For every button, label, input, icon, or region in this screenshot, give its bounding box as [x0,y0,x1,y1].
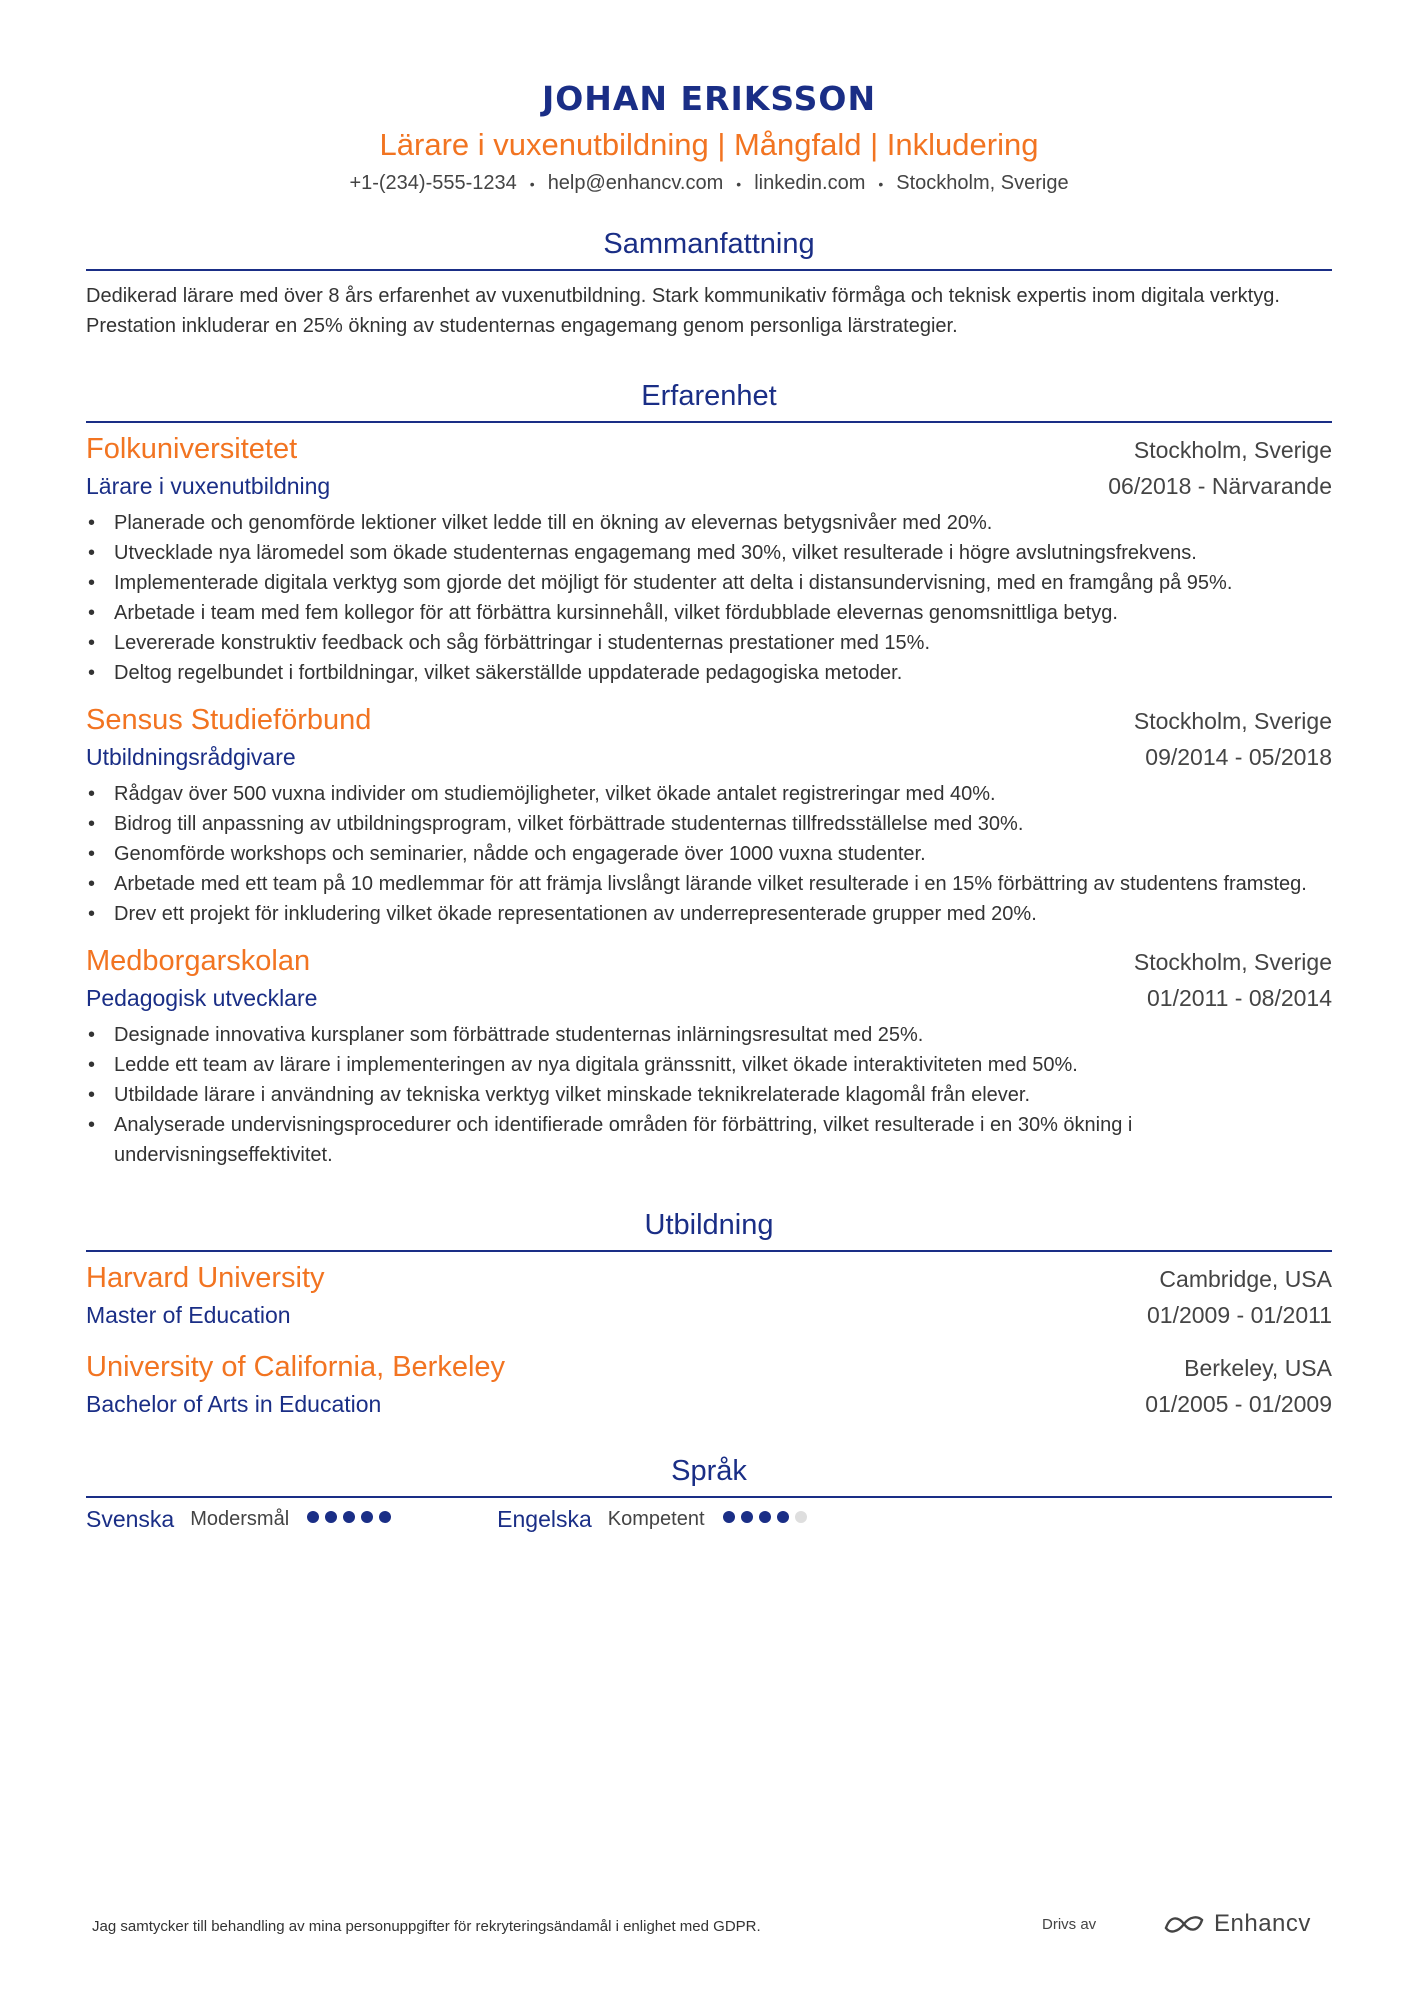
contact-separator: • [529,175,535,192]
enhancv-logo-icon [1162,1912,1206,1936]
entry-subheader [86,741,1332,773]
list-item: • Designade innovativa kursplaner som förbättrade studenternas inlärningsresultat med 25%. [114,1020,1332,1050]
education-section [86,1204,1332,1420]
employer-name: Sensus Studieförbund [86,703,372,736]
school-name: University of California, Berkeley [86,1350,506,1383]
summary-text: Dedikerad lärare med över 8 års erfarenhet av vuxenutbildning. Stark kommunikativ förmåga och teknisk expertis inom digitala verktyg. Prestation inkluderar en 25% ökning av studenternas engagemang genom personliga lärstrategier. [86,284,1280,337]
experience-section [86,375,1332,1170]
list-item: • Arbetade i team med fem kollegor för att förbättra kursinnehåll, vilket fördubblade elevernas genomsnittliga betyg. [114,598,1332,628]
list-item: • Arbetade med ett team på 10 medlemmar för att främja livslångt lärande vilket resulterade i en 15% förbättring av studentens framsteg. [114,869,1332,899]
rating-dot-filled [361,1511,373,1523]
rating-dot-filled [759,1511,771,1523]
language-level: Modersmål [190,1507,290,1530]
list-item: • Rådgav över 500 vuxna individer om studiemöjligheter, vilket ökade antalet registreringar med 40%. [114,779,1332,809]
contact-phone: +1-(234)-555-1234 [349,172,517,194]
entry-header [86,941,1332,982]
employer-location: Stockholm, Sverige [1133,436,1332,463]
school-name: Harvard University [86,1261,325,1294]
list-item: • Utbildade lärare i användning av tekniska verktyg vilket minskade teknikrelaterade klagomål från elever. [114,1080,1332,1110]
contact-line [86,166,1332,201]
enhancv-brand-link[interactable] [1162,1910,1311,1938]
section-divider [86,1250,1332,1252]
section-title: Sammanfattning [603,227,815,260]
school-location: Cambridge, USA [1159,1265,1332,1292]
section-title: Språk [671,1454,747,1487]
achievement-list [86,508,1332,688]
language-name: Svenska [86,1505,175,1532]
degree-dates: 01/2005 - 01/2009 [1145,1390,1332,1417]
candidate-headline: Lärare i vuxenutbildning | Mångfald | Inkludering [379,127,1039,162]
resume-header [86,0,1332,201]
language-item [86,1506,397,1533]
experience-entry [86,429,1332,688]
summary-section [86,223,1332,341]
section-title: Erfarenhet [641,379,777,412]
brand-name: Enhancv [1214,1910,1311,1937]
entry-subheader [86,1299,1332,1331]
candidate-name: JOHAN ERIKSSON [541,79,877,118]
list-item: • Deltog regelbundet i fortbildningar, vilket säkerställde uppdaterade pedagogiska metoder. [114,658,1332,688]
experience-entry [86,700,1332,929]
list-item: • Genomförde workshops och seminarier, nådde och engagerade över 1000 vuxna studenter. [114,839,1332,869]
job-dates: 06/2018 - Närvarande [1108,472,1332,499]
list-item: • Ledde ett team av lärare i implementeringen av nya digitala gränssnitt, vilket ökade interaktiviteten med 50%. [114,1050,1332,1080]
gdpr-consent-text: Jag samtycker till behandling av mina personuppgifter för rekryteringsändamål i enlighet med GDPR. [92,1918,761,1935]
rating-dot-filled [307,1511,319,1523]
section-divider [86,1496,1332,1498]
rating-dot-filled [343,1511,355,1523]
job-title: Lärare i vuxenutbildning [86,472,331,499]
section-title: Utbildning [644,1208,774,1241]
entry-header [86,1347,1332,1388]
rating-dot-filled [379,1511,391,1523]
job-dates: 09/2014 - 05/2018 [1145,743,1332,770]
degree-dates: 01/2009 - 01/2011 [1146,1301,1332,1328]
language-rating [723,1510,813,1528]
job-title: Utbildningsrådgivare [86,743,296,770]
achievement-list [86,779,1332,929]
list-item: • Levererade konstruktiv feedback och såg förbättringar i studenternas prestationer med 15%. [114,628,1332,658]
language-list [86,1506,1332,1533]
entry-header [86,700,1332,741]
contact-linkedin[interactable]: linkedin.com [754,172,866,194]
list-item: • Planerade och genomförde lektioner vilket ledde till en ökning av elevernas betygsnivåer med 20%. [114,508,1332,538]
entry-subheader [86,470,1332,502]
language-level: Kompetent [607,1507,705,1530]
section-divider [86,421,1332,423]
employer-location: Stockholm, Sverige [1133,707,1332,734]
education-entry [86,1347,1332,1420]
entry-header [86,1258,1332,1299]
list-item: • Drev ett projekt för inkludering vilket ökade representationen av underrepresenterade grupper med 20%. [114,899,1332,929]
rating-dot-empty [795,1511,807,1523]
degree-title: Master of Education [86,1301,291,1328]
driven-by-label: Drivs av [1042,1916,1097,1933]
school-location: Berkeley, USA [1184,1354,1332,1381]
experience-entry [86,941,1332,1170]
degree-title: Bachelor of Arts in Education [86,1390,382,1417]
rating-dot-filled [741,1511,753,1523]
list-item: • Bidrog till anpassning av utbildningsprogram, vilket förbättrade studenternas tillfredsställelse med 30%. [114,809,1332,839]
education-entry [86,1258,1332,1331]
page-footer [92,1910,1322,1950]
employer-location: Stockholm, Sverige [1133,948,1332,975]
resume-page [86,0,1332,1533]
contact-separator: • [878,175,884,192]
achievement-list [86,1020,1332,1170]
contact-location: Stockholm, Sverige [896,172,1069,194]
job-title: Pedagogisk utvecklare [86,984,318,1011]
contact-separator: • [736,175,742,192]
list-item: • Analyserade undervisningsprocedurer och identifierade områden för förbättring, vilket resulterade i en 30% ökning i undervisningseffektivitet. [114,1110,1332,1170]
job-dates: 01/2011 - 08/2014 [1146,984,1332,1011]
employer-name: Folkuniversitetet [86,432,298,465]
contact-email[interactable]: help@enhancv.com [547,172,724,194]
rating-dot-filled [723,1511,735,1523]
language-name: Engelska [497,1505,592,1532]
rating-dot-filled [325,1511,337,1523]
employer-name: Medborgarskolan [86,944,311,977]
section-divider [86,269,1332,271]
rating-dot-filled [777,1511,789,1523]
language-item [497,1506,812,1533]
entry-subheader [86,982,1332,1014]
languages-section [86,1450,1332,1533]
language-rating [307,1510,397,1528]
entry-subheader [86,1388,1332,1420]
list-item: • Utvecklade nya läromedel som ökade studenternas engagemang med 30%, vilket resulterade i högre avslutningsfrekvens. [114,538,1332,568]
entry-header [86,429,1332,470]
list-item: • Implementerade digitala verktyg som gjorde det möjligt för studenter att delta i distansundervisning, med en framgång på 95%. [114,568,1332,598]
